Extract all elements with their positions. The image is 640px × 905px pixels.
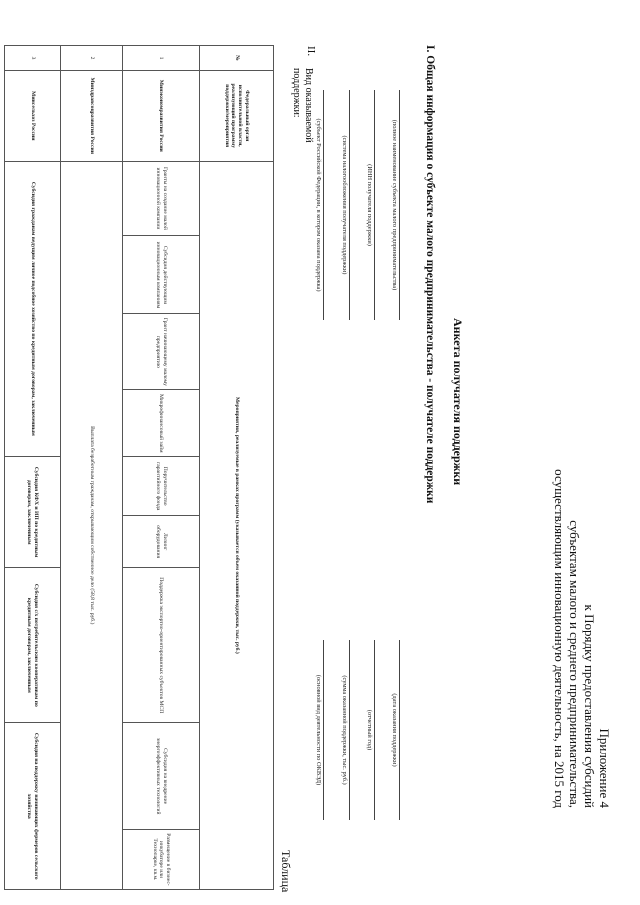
row3-cell-1: Субсидия гражданам ведущим личное подсобное хозяйство по кредитным договорам, заключенным — [5, 161, 61, 457]
annex-line-2: к Порядку предоставления субсидий — [582, 604, 597, 808]
support-table — [4, 45, 274, 890]
field-line — [323, 640, 324, 820]
field-line — [323, 90, 324, 320]
table-row — [5, 46, 61, 890]
field-line — [374, 90, 375, 320]
row1-cell-6: Лизинг оборудования — [123, 516, 200, 568]
row2-organ: Минздравсоцразвития России — [61, 70, 123, 161]
row1-cell-5: Поручительство гарантийного фонда — [123, 457, 200, 516]
field-line — [374, 640, 375, 820]
table-row — [61, 46, 123, 890]
field-caption-year: (отчетный год) — [366, 709, 373, 751]
row3-organ: Минсельхоз России — [5, 70, 61, 161]
field-line — [349, 90, 350, 320]
row2-text: Выплата безработным гражданам, открывающим собственное дело (58,8 тыс. руб.) — [61, 161, 123, 889]
table-label: Таблица — [279, 850, 293, 893]
row1-cell-4: Микрофинансовый займ — [123, 390, 200, 457]
form-title: Анкета получателя поддержки — [451, 318, 465, 486]
field-line — [399, 640, 400, 820]
header-organ: Федеральный орган исполнительной власти, реализующий программу поддержки/мероприятия — [200, 70, 274, 161]
field-line — [399, 90, 400, 320]
row1-num: 1 — [123, 46, 200, 71]
header-measures: Мероприятия, реализуемые в рамках программ (указывается объем оказанной поддержки, тыс. руб.) — [200, 161, 274, 889]
row1-cell-3: Грант начинающему малому предприятию — [123, 314, 200, 390]
annex-line-3: субъектам малого и среднего предпринимательства, — [567, 520, 582, 808]
row3-cell-2: Субсидия КФХ и ИП по кредитным договорам, заключенным — [5, 457, 61, 568]
section-2-text: Вид оказываемой поддержки: — [291, 68, 314, 143]
row1-cell-1: Гранты на создание малой инновационной компании — [123, 161, 200, 236]
field-line — [349, 640, 350, 820]
section-2-roman: II. — [305, 46, 317, 57]
field-caption-okved: (основной вид деятельности по ОКВЭД) — [315, 674, 322, 786]
row1-cell-2: Субсидия действующим инновационным компаниям — [123, 236, 200, 314]
field-caption-sum: (сумма оказанной поддержки, тыс. руб.) — [341, 675, 348, 785]
annex-block — [552, 378, 612, 808]
row1-cell-8: Субсидия на внедрение энергоэффективных технологий — [123, 723, 200, 829]
table-row — [123, 46, 200, 890]
annex-line-4: осуществляющим инновационную деятельность, на 2015 год — [552, 469, 567, 808]
annex-line-1: Приложение 4 — [597, 728, 612, 808]
field-caption-name: (полное наименование субъекта малого предпринимательства) — [391, 119, 398, 291]
row3-cell-4: Субсидия на поддержку начинающих фермеров сельского хозяйства — [5, 723, 61, 890]
row1-cell-7: Поддержка экспортно-ориентированных субъектов МСП — [123, 568, 200, 723]
field-caption-region: (субъект Российской Федерации, в котором оказана поддержка) — [315, 118, 322, 292]
field-caption-date: (дата оказания поддержки) — [391, 693, 398, 767]
field-caption-inn: (ИНН получателя поддержки) — [366, 164, 373, 246]
row1-cell-9: Размещение в бизнес-инкубаторе или Технопарке, кв.м. — [123, 829, 200, 889]
header-num: № — [200, 46, 274, 71]
row3-num: 3 — [5, 46, 61, 71]
row1-organ: Минэкономразвития России — [123, 70, 200, 161]
row2-num: 2 — [61, 46, 123, 71]
section-1-heading: I. Общая информация о субъекте малого предпринимательства - получателе поддержки — [424, 45, 436, 504]
field-caption-tax: (система налогообложения получателя поддержки) — [341, 135, 348, 275]
row3-cell-3: Субсидия с/х потребительским кооперативам по кредитным договорам, заключенным — [5, 568, 61, 723]
